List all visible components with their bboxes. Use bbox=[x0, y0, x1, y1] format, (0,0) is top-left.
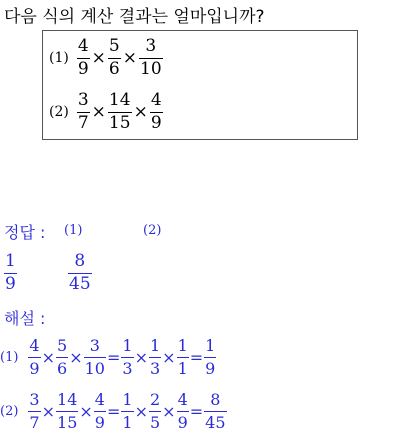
fraction: $\frac{5}{6}$ bbox=[108, 36, 120, 79]
times-operator: × bbox=[41, 401, 56, 421]
times-operator: × bbox=[133, 102, 148, 122]
answer-value-1: 1 9 bbox=[5, 251, 16, 294]
equals-operator: = bbox=[106, 401, 121, 421]
question-text: 다음 식의 계산 결과는 얼마입니까? bbox=[4, 7, 265, 27]
fraction: $\frac{4}{9}$ bbox=[29, 336, 40, 378]
equals-operator: = bbox=[106, 347, 121, 367]
fraction: $\frac{4}{9}$ bbox=[94, 390, 105, 432]
fraction: $\frac{1}{1}$ bbox=[177, 336, 188, 378]
solution-line-label: (2) bbox=[0, 403, 19, 419]
times-operator: × bbox=[91, 102, 106, 122]
fraction: $\frac{2}{5}$ bbox=[149, 390, 161, 432]
solution-label: 해설 : bbox=[4, 309, 46, 328]
fraction: $\frac{14}{15}$ bbox=[57, 390, 78, 432]
problem-label: (1) bbox=[49, 50, 69, 66]
fraction: $\frac{1}{1}$ bbox=[122, 390, 133, 432]
fraction: $\frac{8}{45}$ bbox=[205, 390, 226, 432]
fraction: $\frac{3}{7}$ bbox=[77, 90, 89, 133]
times-operator: × bbox=[91, 48, 106, 68]
times-operator: × bbox=[79, 401, 93, 421]
times-operator: × bbox=[134, 347, 148, 367]
fraction: $\frac{1}{3}$ bbox=[122, 336, 133, 378]
answer-tag-1: (1) bbox=[64, 223, 83, 238]
answer-tag-2: (2) bbox=[143, 223, 162, 238]
problem-box bbox=[42, 30, 358, 140]
solution-line-1 bbox=[0, 336, 216, 378]
fraction: $\frac{5}{6}$ bbox=[57, 336, 68, 378]
problem-label: (2) bbox=[49, 104, 69, 120]
equals-operator: = bbox=[189, 347, 204, 367]
fraction: $\frac{4}{9}$ bbox=[150, 90, 162, 133]
times-operator: × bbox=[69, 347, 83, 367]
fraction: $\frac{3}{7}$ bbox=[29, 390, 40, 432]
solution-line-label: (1) bbox=[0, 349, 19, 365]
problem-2 bbox=[49, 91, 163, 133]
fraction: $\frac{14}{15}$ bbox=[108, 90, 131, 133]
fraction: $\frac{3}{10}$ bbox=[140, 36, 162, 79]
solution-line-2 bbox=[0, 390, 227, 432]
answer-value-2: 8 45 bbox=[69, 251, 91, 294]
times-operator: × bbox=[122, 48, 137, 68]
fraction: $\frac{1}{3}$ bbox=[149, 336, 161, 378]
fraction: $\frac{4}{9}$ bbox=[77, 36, 89, 79]
fraction: $\frac{1}{9}$ bbox=[205, 336, 216, 378]
times-operator: × bbox=[162, 401, 176, 421]
equals-operator: = bbox=[189, 401, 204, 421]
times-operator: × bbox=[41, 347, 56, 367]
times-operator: × bbox=[134, 401, 148, 421]
fraction: $\frac{4}{9}$ bbox=[177, 390, 188, 432]
fraction: $\frac{3}{10}$ bbox=[84, 336, 105, 378]
problem-1 bbox=[49, 37, 163, 79]
answer-label: 정답 : bbox=[4, 223, 46, 242]
times-operator: × bbox=[162, 347, 176, 367]
